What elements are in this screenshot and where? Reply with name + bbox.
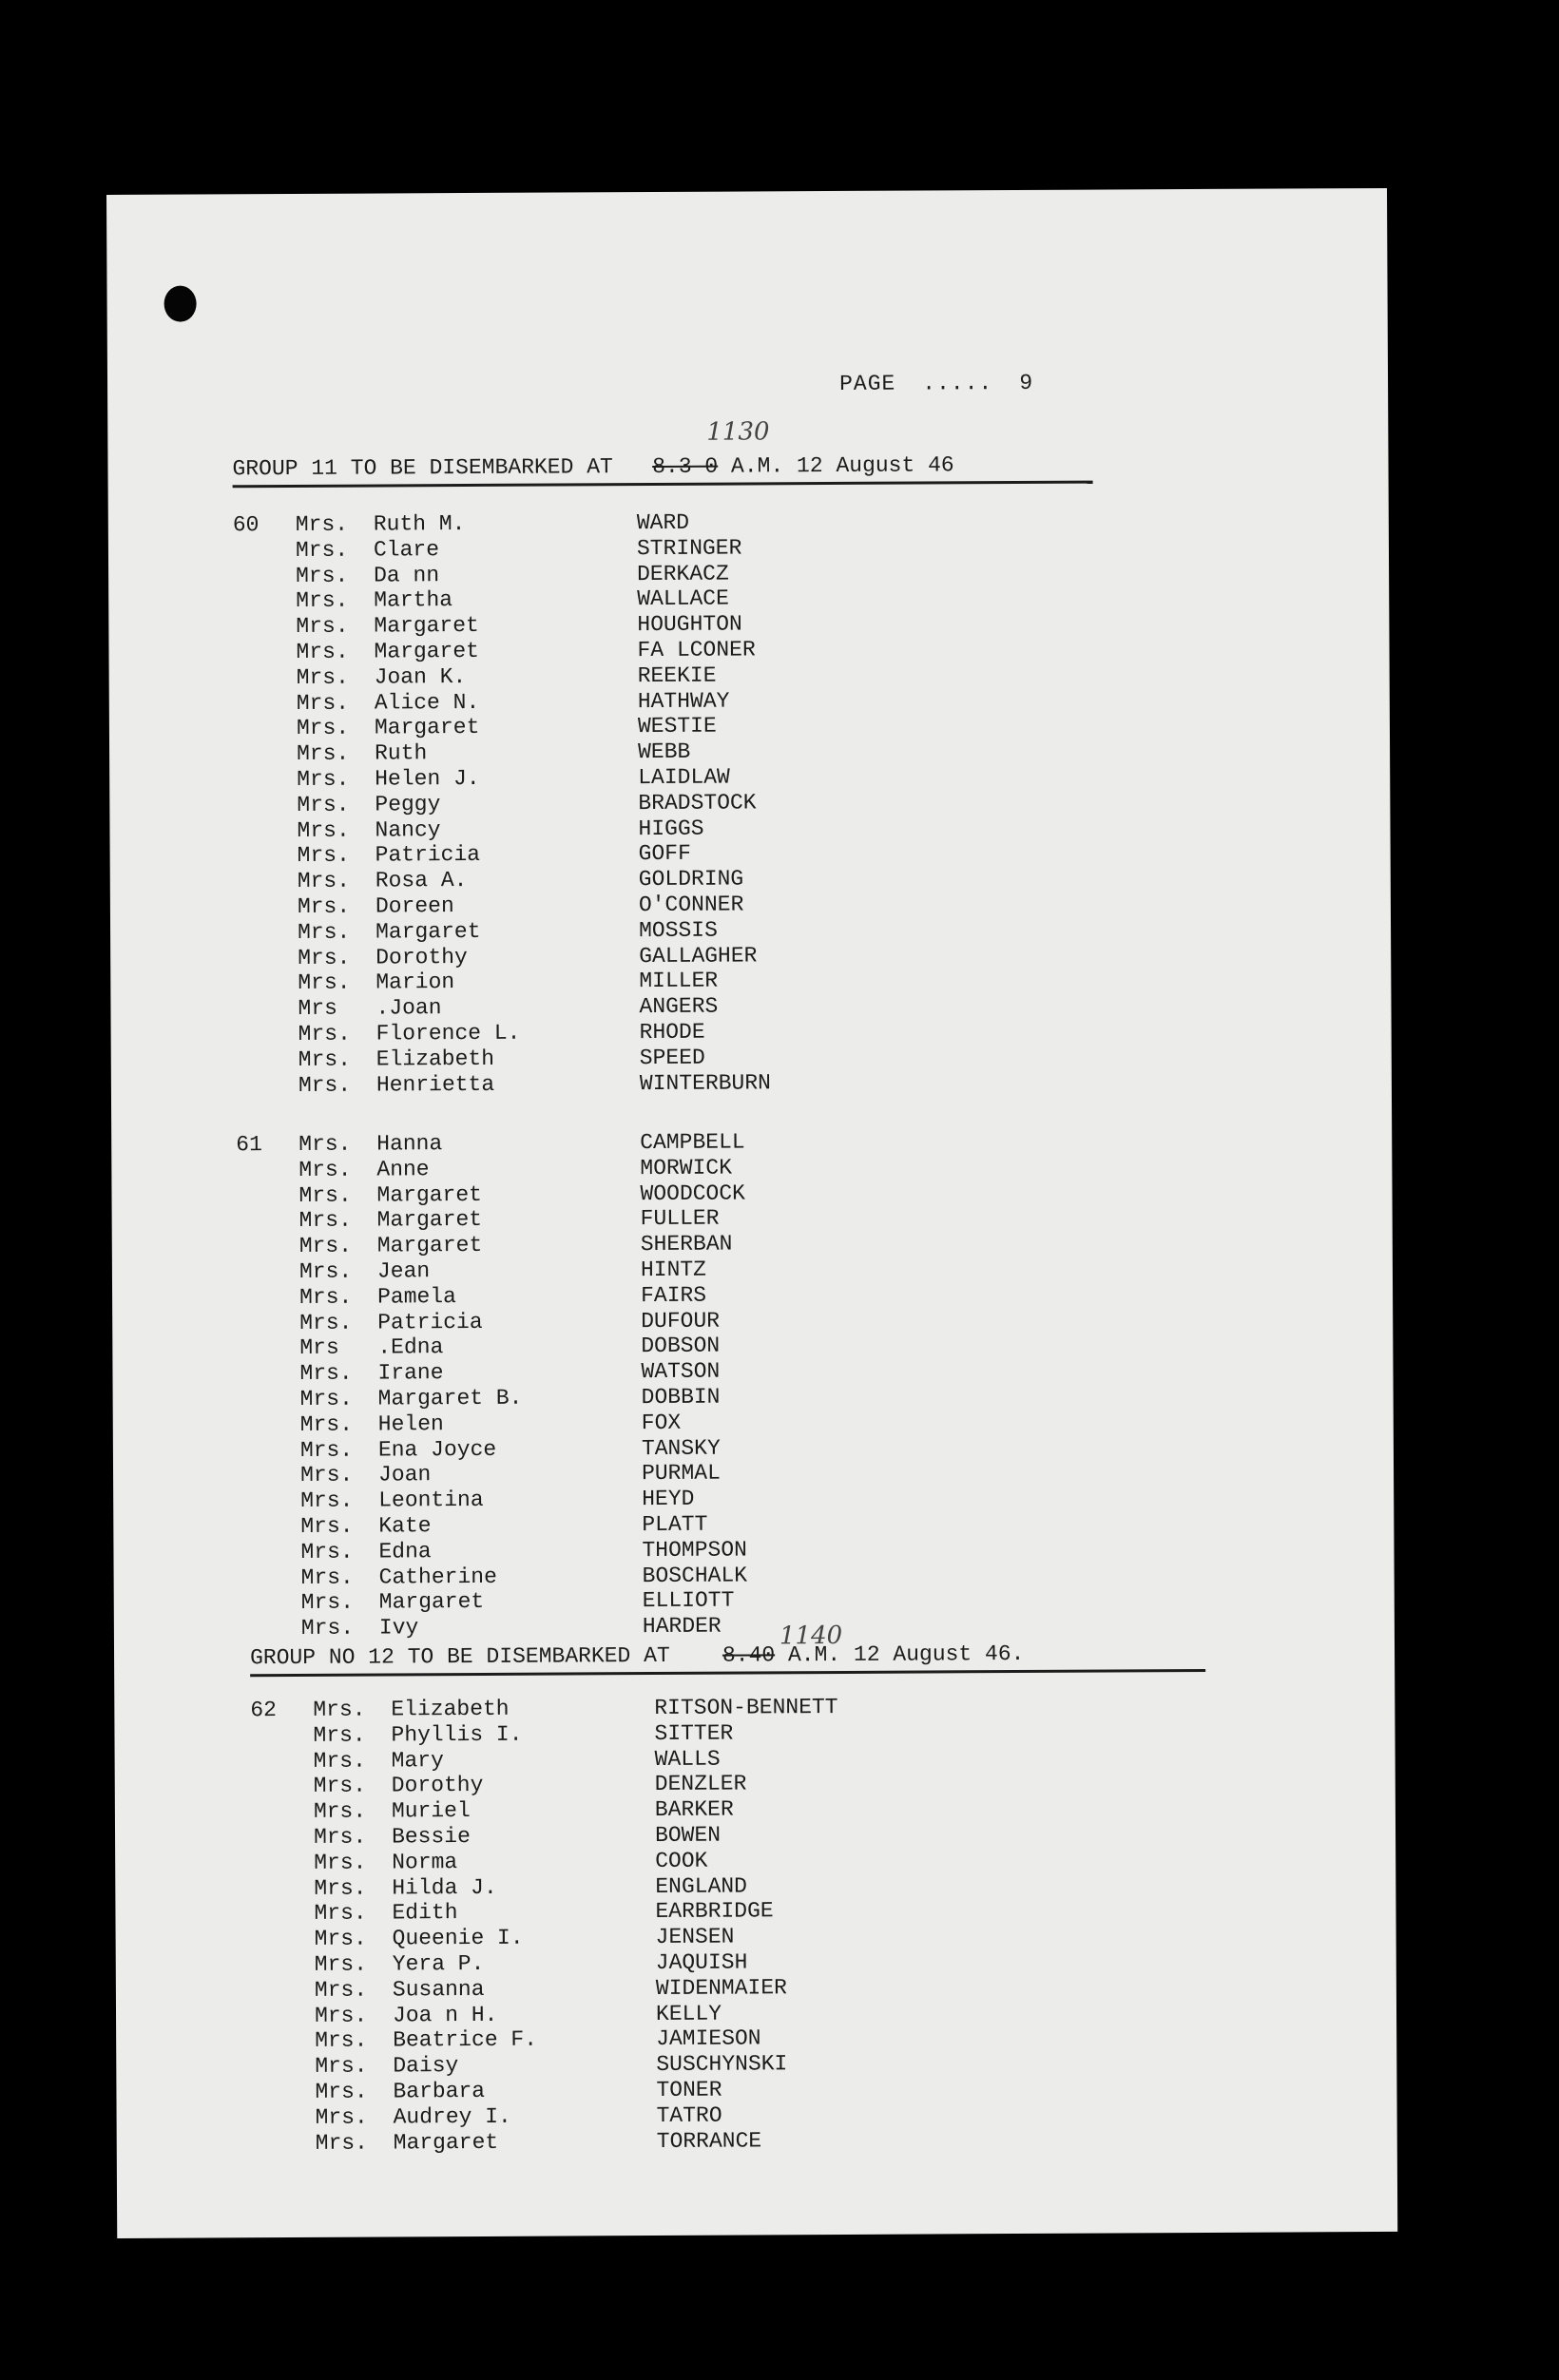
group-heading-suffix: A.M. 12 August 46	[730, 452, 954, 479]
passenger-block	[250, 1694, 838, 2156]
group-heading-prefix: GROUP NO 12 TO BE DISEMBARKED AT	[249, 1642, 670, 1671]
passenger-surname: JAMIESON	[656, 2025, 761, 2052]
passenger-title: Mrs.	[313, 1722, 366, 1748]
passenger-surname: PLATT	[642, 1511, 708, 1538]
passenger-title: Mrs.	[313, 1824, 367, 1850]
passenger-title: Mrs.	[297, 817, 350, 843]
passenger-given-name: Edith	[392, 1900, 458, 1926]
passenger-title: Mrs.	[298, 1233, 353, 1259]
passenger-surname: WOODCOCK	[640, 1180, 745, 1206]
page-number: 9	[1019, 370, 1034, 395]
passenger-given-name: Ivy	[378, 1615, 419, 1641]
passenger-surname: EARBRIDGE	[655, 1898, 774, 1925]
passenger-surname: WATSON	[641, 1358, 721, 1385]
passenger-title: Mrs.	[298, 1208, 352, 1234]
passenger-title: Mrs.	[314, 1900, 367, 1927]
passenger-given-name: Alice N.	[374, 689, 480, 716]
passenger-given-name: Hilda J.	[392, 1874, 497, 1901]
passenger-surname: KELLY	[655, 2001, 722, 2026]
passenger-title: Mrs.	[315, 2027, 368, 2054]
passenger-title: Mrs.	[296, 690, 350, 716]
struck-time: 8.40	[722, 1642, 776, 1668]
passenger-given-name: Queenie I.	[392, 1925, 524, 1951]
passenger-title: Mrs.	[314, 1875, 367, 1901]
passenger-title: Mrs	[299, 1335, 339, 1361]
group-heading	[250, 1641, 1205, 1677]
passenger-given-name: Margaret	[376, 1207, 483, 1233]
passenger-title: Mrs.	[298, 1258, 353, 1284]
passenger-title: Mrs.	[298, 1182, 352, 1208]
passenger-title: Mrs.	[298, 1021, 351, 1046]
handwritten-time-note: 1130	[706, 417, 770, 447]
passenger-title: Mrs.	[300, 1513, 354, 1539]
passenger-title: Mrs.	[313, 1697, 366, 1722]
passenger-given-name: Doreen	[375, 893, 454, 919]
passenger-title: Mrs.	[313, 1798, 367, 1825]
passenger-given-name: Margaret	[376, 1181, 483, 1208]
passenger-surname: FAIRS	[641, 1282, 707, 1308]
passenger-surname: SUSCHYNSKI	[656, 2051, 788, 2078]
passenger-given-name: Phyllis I.	[391, 1721, 523, 1748]
passenger-surname: GALLAGHER	[639, 942, 758, 969]
passenger-surname: DOBSON	[641, 1334, 721, 1359]
passenger-surname: RHODE	[639, 1019, 705, 1046]
passenger-surname: ENGLAND	[655, 1873, 748, 1899]
passenger-title: Mrs.	[313, 1773, 367, 1799]
struck-time: 8.3 0	[652, 453, 719, 479]
passenger-given-name: Dorothy	[391, 1773, 484, 1798]
passenger-surname: DUFOUR	[641, 1308, 721, 1334]
passenger-given-name: Norma	[392, 1849, 458, 1875]
passenger-surname: FULLER	[640, 1206, 720, 1232]
passenger-title: Mrs.	[297, 792, 350, 817]
document-page	[106, 188, 1397, 2238]
passenger-title: Mrs.	[298, 945, 351, 970]
passenger-surname: WESTIE	[637, 714, 717, 739]
passenger-surname: STRINGER	[636, 535, 742, 561]
passenger-given-name: Margaret B.	[377, 1385, 523, 1411]
passenger-given-name: Hanna	[376, 1131, 443, 1157]
passenger-given-name: Ruth	[375, 740, 428, 766]
passenger-surname: WALLACE	[637, 585, 729, 612]
passenger-title: Mrs.	[296, 588, 349, 614]
passenger-surname: HIGGS	[638, 816, 704, 841]
passenger-surname: REEKIE	[637, 662, 717, 688]
passenger-title: Mrs.	[315, 2104, 368, 2130]
passenger-given-name: Margaret	[376, 1233, 483, 1258]
passenger-given-name: Susanna	[392, 1976, 485, 2003]
passenger-surname: BRADSTOCK	[638, 790, 757, 816]
passenger-surname: PURMAL	[641, 1460, 721, 1487]
passenger-surname: MILLER	[639, 968, 719, 994]
passenger-given-name: Anne	[376, 1157, 430, 1182]
passenger-title: Mrs.	[299, 1463, 354, 1488]
passenger-given-name: Margaret	[393, 2129, 499, 2155]
passenger-given-name: Kate	[378, 1513, 432, 1539]
passenger-title: Mrs.	[314, 2003, 368, 2028]
passenger-surname: WEBB	[638, 739, 691, 765]
passenger-title: Mrs.	[297, 893, 351, 919]
passenger-given-name: Margaret	[374, 638, 480, 664]
passenger-given-name: Mary	[391, 1747, 444, 1774]
passenger-title: Mrs.	[314, 1850, 367, 1875]
passenger-title: Mrs.	[314, 1951, 368, 1977]
passenger-title: Mrs.	[299, 1310, 353, 1335]
passenger-given-name: .Joan	[375, 995, 442, 1021]
passenger-given-name: Margaret	[378, 1589, 485, 1615]
passenger-given-name: Ruth M.	[373, 511, 466, 537]
page-label: PAGE	[838, 371, 896, 396]
passenger-title: Mrs.	[313, 1748, 366, 1774]
passenger-surname: WALLS	[654, 1746, 721, 1772]
passenger-surname: JENSEN	[655, 1924, 735, 1950]
passenger-given-name: Edna	[378, 1538, 432, 1564]
passenger-title: Mrs.	[298, 1072, 352, 1098]
passenger-given-name: Yera P.	[392, 1950, 485, 1977]
passenger-title: Mrs.	[297, 766, 350, 792]
passenger-surname: RITSON-BENNETT	[654, 1694, 838, 1721]
passenger-title: Mrs.	[300, 1488, 354, 1514]
passenger-surname: BOWEN	[654, 1822, 722, 1848]
passenger-title: Mrs.	[300, 1539, 354, 1564]
passenger-surname: THOMPSON	[642, 1537, 747, 1563]
passenger-given-name: Florence L.	[375, 1020, 521, 1046]
passenger-given-name: Da nn	[374, 562, 440, 588]
passenger-title: Mrs.	[300, 1564, 354, 1590]
passenger-title: Mrs.	[300, 1590, 355, 1616]
block-number: 61	[236, 1132, 262, 1158]
group-heading-prefix: GROUP 11 TO BE DISEMBARKED AT	[232, 454, 613, 482]
passenger-surname: SPEED	[639, 1045, 705, 1070]
passenger-given-name: Peggy	[375, 791, 441, 817]
passenger-given-name: Rosa A.	[375, 868, 468, 893]
passenger-title: Mrs.	[295, 537, 349, 563]
passenger-surname: TANSKY	[641, 1435, 721, 1461]
passenger-surname: FOX	[641, 1410, 682, 1435]
passenger-surname: HARDER	[642, 1613, 722, 1640]
passenger-given-name: Clare	[373, 536, 440, 563]
passenger-given-name: Nancy	[375, 816, 441, 843]
group-heading	[232, 452, 1092, 489]
passenger-given-name: Muriel	[391, 1798, 471, 1824]
passenger-surname: TONER	[656, 2077, 722, 2102]
passenger-title: Mrs.	[298, 970, 351, 996]
passenger-title: Mrs.	[299, 1360, 353, 1387]
passenger-title: Mrs.	[296, 563, 349, 588]
passenger-block	[236, 1129, 748, 1641]
passenger-surname: TATRO	[656, 2102, 722, 2128]
passenger-given-name: Catherine	[378, 1564, 497, 1590]
passenger-surname: SHERBAN	[640, 1231, 733, 1257]
passenger-given-name: Beatrice F.	[393, 2027, 538, 2053]
passenger-given-name: Barbara	[393, 2078, 486, 2104]
passenger-given-name: Margaret	[374, 613, 479, 639]
passenger-title: Mrs.	[315, 2053, 368, 2080]
page-header	[839, 371, 1033, 396]
passenger-surname: WARD	[636, 509, 690, 536]
passenger-surname: DOBBIN	[641, 1384, 721, 1411]
passenger-surname: MOSSIS	[638, 917, 718, 943]
passenger-surname: GOLDRING	[638, 866, 744, 892]
passenger-surname: DERKACZ	[637, 561, 729, 586]
passenger-given-name: Helen J.	[375, 765, 480, 792]
passenger-given-name: Marion	[375, 969, 455, 995]
passenger-surname: COOK	[655, 1848, 708, 1873]
passenger-given-name: Joa n H.	[392, 2002, 498, 2028]
passenger-given-name: Helen	[377, 1411, 444, 1437]
passenger-surname: WIDENMAIER	[655, 1975, 787, 2001]
passenger-given-name: Leontina	[378, 1488, 484, 1513]
passenger-given-name: Elizabeth	[391, 1696, 510, 1722]
passenger-given-name: Joan	[377, 1462, 432, 1488]
passenger-surname: HEYD	[642, 1486, 695, 1512]
group-heading-suffix: A.M. 12 August 46.	[787, 1641, 1025, 1668]
passenger-given-name: Henrietta	[375, 1071, 495, 1098]
passenger-title: Mrs.	[315, 2130, 369, 2156]
passenger-title: Mrs.	[296, 639, 349, 664]
passenger-block	[232, 509, 771, 1098]
passenger-surname: FA LCONER	[637, 637, 756, 663]
passenger-title: Mrs.	[300, 1615, 355, 1641]
passenger-surname: ELLIOTT	[642, 1587, 735, 1614]
passenger-surname: WINTERBURN	[639, 1069, 771, 1096]
passenger-given-name: Patricia	[377, 1309, 483, 1335]
passenger-given-name: Pamela	[377, 1283, 456, 1310]
passenger-given-name: Margaret	[374, 715, 480, 740]
passenger-surname: LAIDLAW	[638, 764, 730, 791]
passenger-surname: MORWICK	[640, 1155, 733, 1180]
passenger-title: Mrs.	[299, 1284, 353, 1310]
passenger-given-name: .Edna	[377, 1334, 444, 1360]
passenger-given-name: Dorothy	[375, 944, 468, 970]
block-number: 62	[250, 1698, 278, 1723]
passenger-title: Mrs	[298, 995, 337, 1022]
passenger-surname: BOSCHALK	[642, 1563, 748, 1588]
passenger-title: Mrs.	[297, 868, 351, 894]
passenger-title: Mrs.	[298, 1157, 352, 1182]
passenger-title: Mrs.	[298, 1046, 352, 1072]
passenger-title: Mrs.	[299, 1386, 353, 1411]
passenger-title: Mrs.	[296, 664, 349, 690]
passenger-given-name: Irane	[377, 1360, 444, 1386]
block-number: 60	[232, 512, 260, 538]
passenger-given-name: Margaret	[375, 918, 481, 945]
passenger-surname: GOFF	[638, 841, 691, 867]
punch-hole	[164, 286, 197, 322]
passenger-title: Mrs.	[297, 740, 350, 767]
passenger-title: Mrs.	[299, 1437, 354, 1463]
passenger-given-name: Elizabeth	[375, 1046, 495, 1072]
passenger-given-name: Daisy	[393, 2053, 459, 2079]
passenger-surname: HOUGHTON	[637, 611, 742, 638]
passenger-title: Mrs.	[296, 613, 349, 640]
passenger-given-name: Joan K.	[374, 663, 467, 690]
passenger-surname: JAQUISH	[655, 1949, 748, 1975]
passenger-title: Mrs.	[314, 1977, 368, 2003]
passenger-surname: TORRANCE	[656, 2127, 762, 2154]
passenger-surname: DENZLER	[654, 1771, 747, 1797]
passenger-surname: HATHWAY	[637, 688, 730, 714]
handwritten-time-note: 1140	[779, 1621, 843, 1651]
passenger-title: Mrs.	[295, 511, 349, 537]
passenger-surname: CAMPBELL	[640, 1129, 745, 1156]
passenger-surname: O'CONNER	[638, 892, 744, 918]
passenger-surname: ANGERS	[639, 993, 719, 1020]
passenger-given-name: Audrey I.	[393, 2103, 511, 2130]
passenger-title: Mrs.	[296, 716, 350, 741]
passenger-title: Mrs.	[297, 843, 350, 869]
passenger-title: Mrs.	[298, 1131, 352, 1157]
passenger-title: Mrs.	[299, 1411, 354, 1437]
passenger-title: Mrs.	[315, 2079, 368, 2104]
passenger-given-name: Ena Joyce	[377, 1436, 497, 1463]
page-dots: .....	[922, 371, 993, 396]
passenger-title: Mrs.	[297, 919, 351, 945]
passenger-title: Mrs.	[314, 1926, 367, 1952]
passenger-given-name: Bessie	[391, 1824, 471, 1850]
passenger-surname: SITTER	[654, 1720, 734, 1746]
passenger-surname: BARKER	[654, 1796, 734, 1823]
passenger-given-name: Martha	[374, 587, 453, 613]
passenger-surname: HINTZ	[640, 1257, 707, 1283]
passenger-given-name: Jean	[376, 1258, 431, 1284]
passenger-given-name: Patricia	[375, 842, 481, 868]
